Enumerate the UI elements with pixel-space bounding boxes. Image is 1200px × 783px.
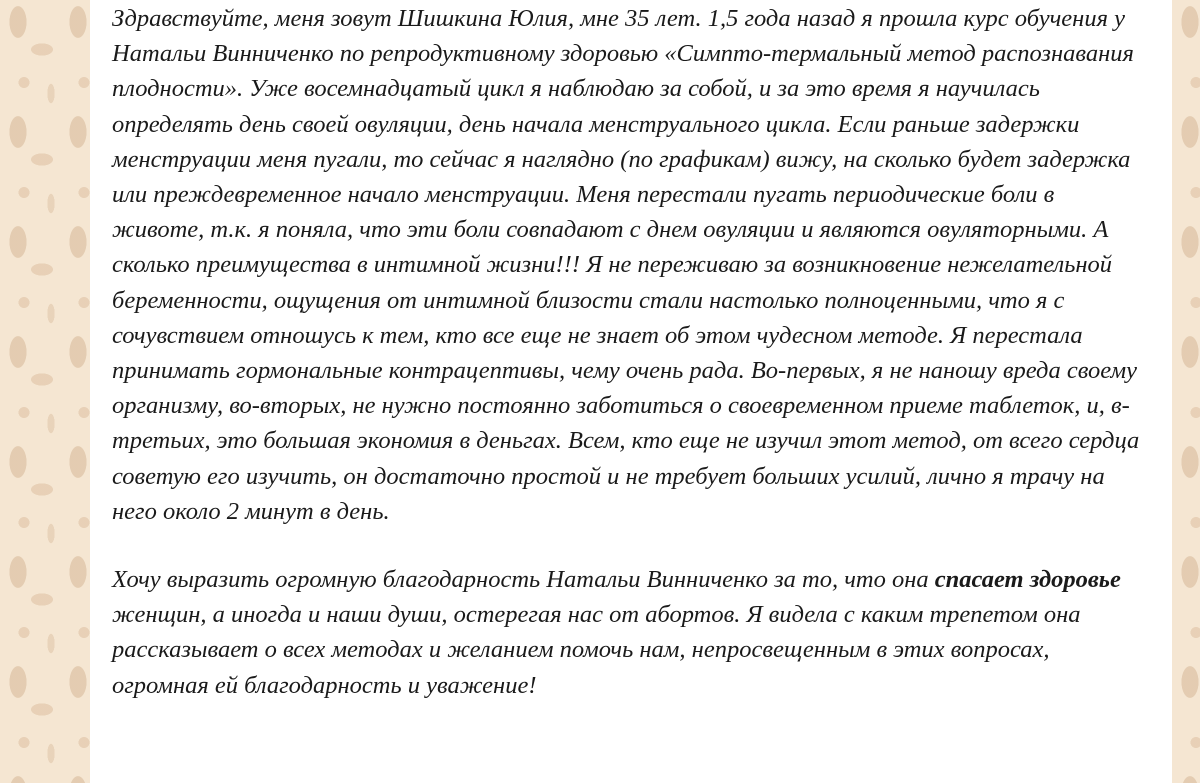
- content-panel: [90, 0, 1172, 783]
- paragraph-2-end: женщин, а иногда и наши души, остерегая нас от абортов. Я видела с каким трепетом она рассказывает о всех методах и желанием помочь нам, непросвещенным в этих вопросах, огромная ей благодарность и уважение!: [112, 601, 1081, 699]
- paragraph-1: Здравствуйте, меня зовут Шишкина Юлия, мне 35 лет. 1,5 года назад я прошла курс обучения у Натальи Винниченко по репродуктивному здоровью «Симпто-термальный метод распознавания плодности». Уже восемнадцатый цикл я наблюдаю за собой, и за это время я научилась определять день своей овуляции, день начала менструального цикла. Если раньше задержки менструации меня пугали, то сейчас я наглядно (по графикам) вижу, на сколько будет задержка или преждевременное начало менструации. Меня перестали пугать периодические боли в животе, т.к. я поняла, что эти боли совпадают с днем овуляции и являются овуляторными. А сколько преимущества в интимной жизни!!! Я не переживаю за возникновение нежелательной беременности, ощущения от интимной близости стали настолько полноценными, что я с сочувствием отношусь к тем, кто все еще не знает об этом чудесном методе. Я перестала принимать гормональные контрацептивы, чему очень рада. Во-первых, я не наношу вреда своему организму, во-вторых, не нужно постоянно заботиться о своевременном приеме таблеток, и, в-третьих, это большая экономия в деньгах. Всем, кто еще не изучил этот метод, от всего сердца советую его изучить, он достаточно простой и не требует больших усилий, лично я трачу на него около 2 минут в день.: [112, 5, 1140, 525]
- paragraph-2: [112, 562, 1152, 703]
- decorative-side-pattern-right: [1172, 0, 1200, 783]
- emphasis-bold: спасает здоровье: [934, 566, 1121, 594]
- testimonial-text: [112, 1, 1152, 703]
- paragraph-2-start: Хочу выразить огромную благодарность Натальи Винниченко за то, что она: [112, 566, 935, 594]
- decorative-side-pattern-left: [0, 0, 90, 783]
